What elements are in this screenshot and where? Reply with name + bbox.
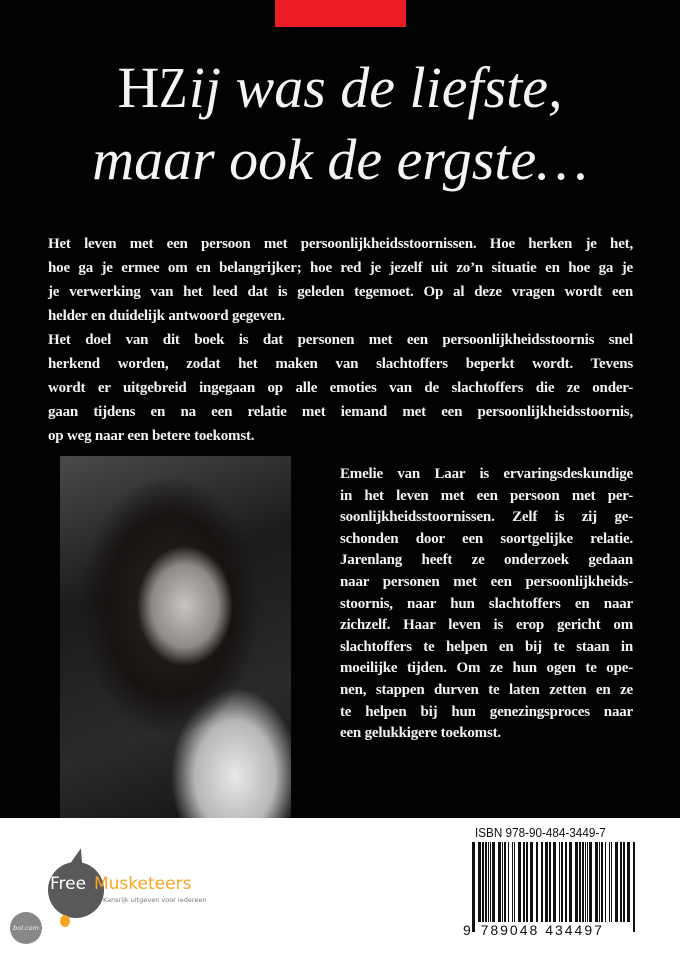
barcode-bar xyxy=(611,842,612,922)
barcode-bar xyxy=(488,842,489,922)
orange-bubble-icon xyxy=(60,915,70,927)
intro-line: hoe ga je ermee om en belangrijker; hoe red je jezelf uit zo’n situatie en hoe ga je xyxy=(48,260,633,276)
bio-line: Emelie van Laar is ervaringsdeskundige xyxy=(340,466,633,482)
initial-z: Z xyxy=(159,55,188,120)
barcode-bar xyxy=(565,842,567,922)
barcode xyxy=(470,842,640,932)
intro-text xyxy=(48,232,633,448)
barcode-bar xyxy=(492,842,495,922)
barcode-bar xyxy=(498,842,501,922)
digit-lead: 9 xyxy=(463,922,471,938)
digit-group-1: 789048 xyxy=(480,922,540,938)
intro-line: wordt er uitgebreid ingegaan op alle emoties van de slachtoffers die ze onder- xyxy=(48,380,633,396)
barcode-bar xyxy=(490,842,491,922)
barcode-bar xyxy=(508,842,509,922)
barcode-bar xyxy=(504,842,506,922)
title-line-2: maar ook de ergste… xyxy=(92,127,588,192)
bio-line: stoornis, naar hun slachtoffers en naar xyxy=(340,595,633,612)
barcode-bar xyxy=(561,842,563,922)
bio-line: zichzelf. Haar leven is erop gericht om xyxy=(340,617,633,634)
barcode-bar xyxy=(587,842,588,922)
barcode-bar xyxy=(582,842,584,922)
barcode-bar xyxy=(472,842,475,932)
bio-line: te helpen bij hun genezingsproces naar xyxy=(340,703,633,720)
intro-line: Het leven met een persoon met persoonlijkheidsstoornissen. Hoe herken je het, xyxy=(48,236,633,252)
barcode-bar xyxy=(575,842,578,922)
barcode-bar xyxy=(536,842,538,922)
barcode-bar xyxy=(599,842,600,922)
bio-line: in het leven met een persoon met per- xyxy=(340,487,633,504)
intro-line: op weg naar een betere toekomst. xyxy=(48,428,255,444)
bio-line: moeilijke tijden. Om ze hun ogen te ope- xyxy=(340,660,633,677)
barcode-bar xyxy=(541,842,543,922)
barcode-bar xyxy=(514,842,515,922)
barcode-bar xyxy=(545,842,548,922)
author-photo xyxy=(60,456,291,818)
barcode-bar xyxy=(620,842,622,922)
barcode-bar xyxy=(633,842,635,932)
barcode-bar xyxy=(512,842,513,922)
publisher-name-free: Free xyxy=(50,874,87,894)
barcode-bar xyxy=(615,842,618,922)
barcode-bar xyxy=(569,842,572,922)
bol-badge: bol.com xyxy=(10,912,42,944)
barcode-bar xyxy=(526,842,528,922)
intro-line: gaan tijdens en na een relatie met iemand met een persoonlijkheidsstoornis, xyxy=(48,404,633,420)
bio-line: naar personen met een persoonlijkheids- xyxy=(340,573,633,590)
barcode-bar xyxy=(549,842,551,922)
red-accent-bar xyxy=(275,0,406,27)
barcode-bar xyxy=(623,842,625,922)
bio-line: een gelukkigere toekomst. xyxy=(340,725,501,742)
bio-line: Jarenlang heeft ze onderzoek gedaan xyxy=(340,552,633,569)
barcode-bar xyxy=(478,842,481,922)
barcode-bar xyxy=(553,842,556,932)
bio-line: soonlijkheidsstoornissen. Zelf is zij ge- xyxy=(340,509,633,526)
barcode-bar xyxy=(601,842,603,922)
barcode-bar xyxy=(585,842,586,922)
barcode-bar xyxy=(605,842,606,922)
intro-line: je verwerking van het leed dat is geleden tegemoet. Op al deze vragen wordt een xyxy=(48,284,633,300)
barcode-bar xyxy=(482,842,484,922)
barcode-bar xyxy=(530,842,533,922)
bio-line: slachtoffers te helpen en bij te staan in xyxy=(340,638,633,655)
barcode-bar xyxy=(627,842,630,922)
barcode-bar xyxy=(523,842,525,922)
intro-line: Het doel van dit boek is dat personen met een persoonlijkheidsstoornis snel xyxy=(48,332,633,348)
cover-title xyxy=(20,52,660,196)
intro-line: herkend worden, zodat het maken van slachtoffers beperkt wordt. Tevens xyxy=(48,356,633,372)
author-bio xyxy=(340,464,633,745)
intro-line: helder en duidelijk antwoord gegeven. xyxy=(48,308,285,324)
barcode-bar xyxy=(559,842,560,922)
bio-line: nen, stappen durven te laten zetten en ze xyxy=(340,681,633,698)
isbn-label: ISBN 978-90-484-3449-7 xyxy=(475,825,606,840)
barcode-bar xyxy=(579,842,581,922)
barcode-bar xyxy=(595,842,598,922)
barcode-bar xyxy=(589,842,592,922)
barcode-bar xyxy=(485,842,487,922)
publisher-logo xyxy=(10,850,240,950)
publisher-name-musketeers: Musketeers xyxy=(94,874,192,894)
publisher-tagline: Kansrijk uitgeven voor iedereen xyxy=(103,896,207,904)
barcode-bar xyxy=(502,842,503,922)
barcode-bar xyxy=(609,842,610,922)
title-line-1: ij was de liefste, xyxy=(188,55,563,120)
digit-group-2: 434497 xyxy=(545,922,604,938)
initial-h: H xyxy=(117,55,160,120)
barcode-digits xyxy=(462,922,605,938)
bio-line: schonden door een soortgelijke relatie. xyxy=(340,530,633,547)
barcode-bar xyxy=(518,842,521,922)
